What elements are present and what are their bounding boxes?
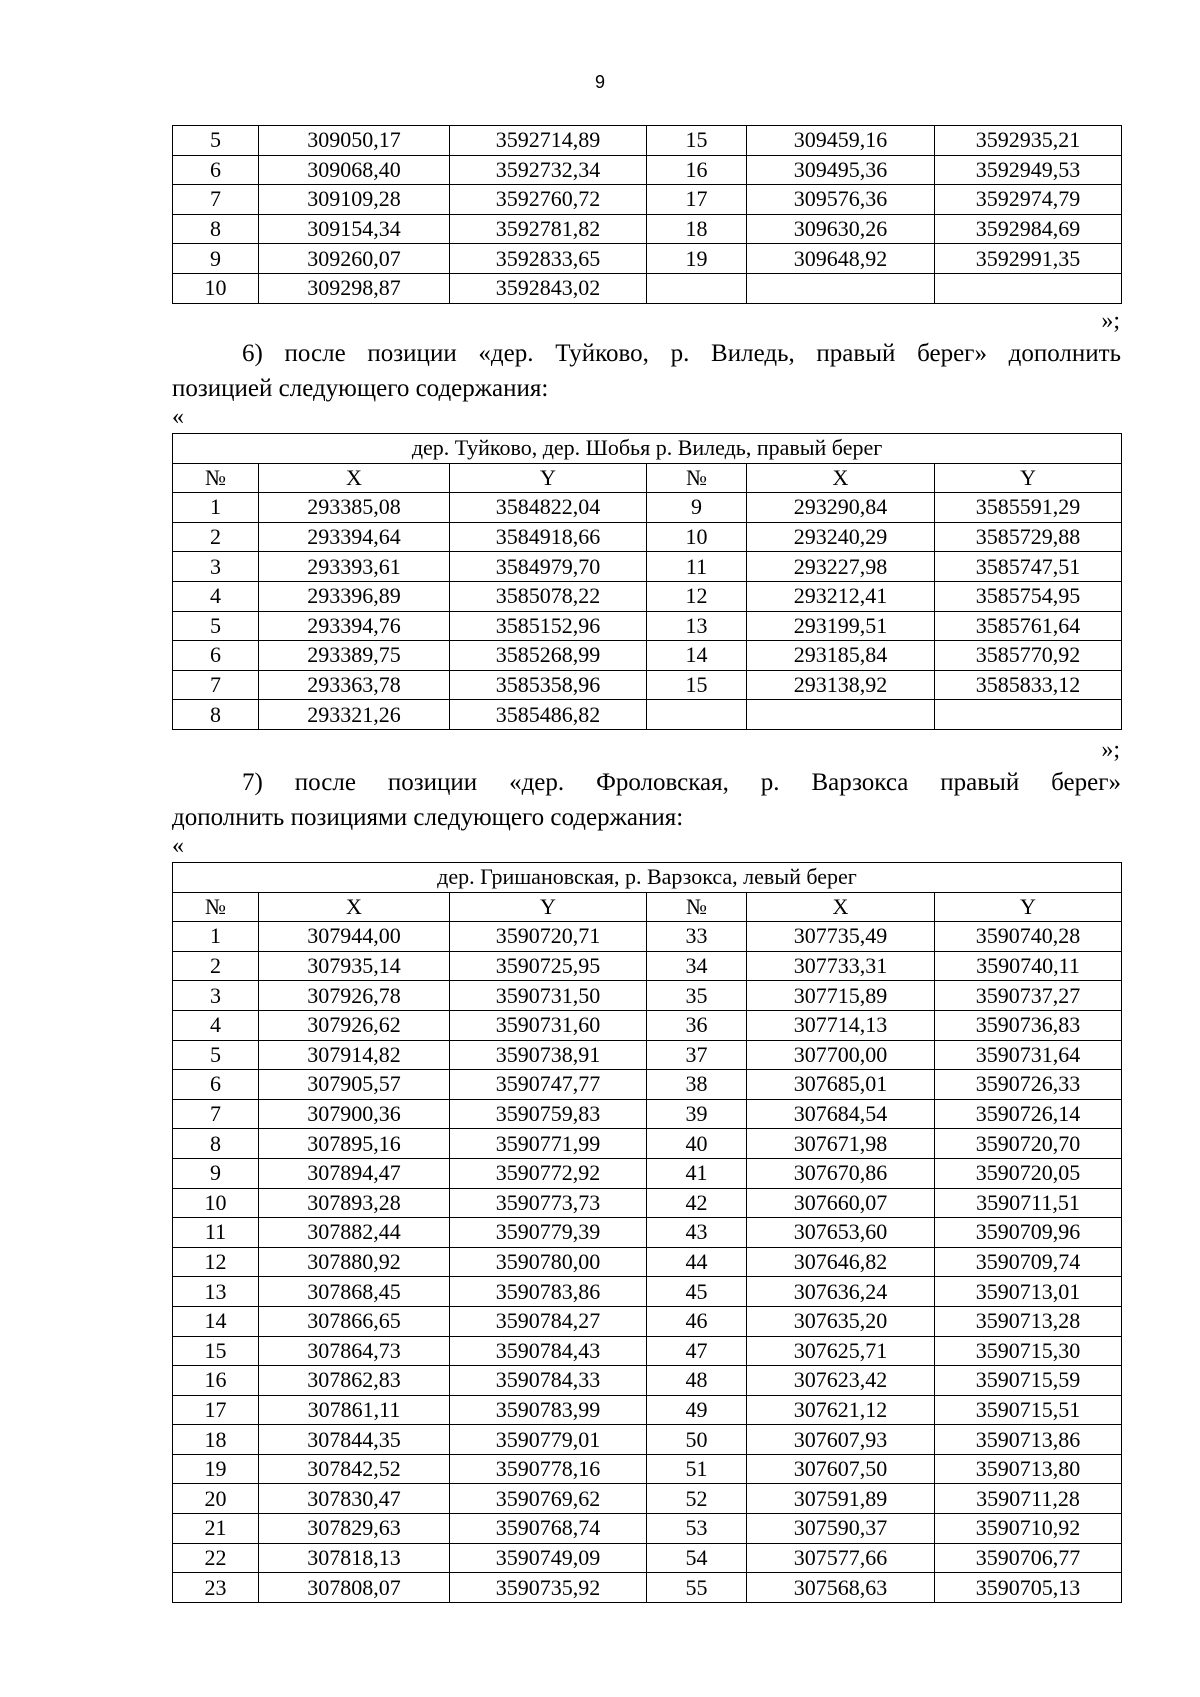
column-header: Y bbox=[935, 892, 1122, 922]
table-cell: 3590710,92 bbox=[935, 1514, 1122, 1544]
table-cell: 293321,26 bbox=[259, 700, 450, 730]
column-header: № bbox=[173, 892, 259, 922]
table-cell: 6 bbox=[173, 155, 259, 185]
table-row bbox=[173, 1543, 1122, 1573]
table-cell: 44 bbox=[647, 1247, 747, 1277]
table-cell: 3585358,96 bbox=[450, 670, 647, 700]
table-cell: 3592714,89 bbox=[450, 126, 647, 156]
table-cell: 307895,16 bbox=[259, 1129, 450, 1159]
table-cell: 307818,13 bbox=[259, 1543, 450, 1573]
table-cell: 3590713,86 bbox=[935, 1425, 1122, 1455]
table-cell: 3590706,77 bbox=[935, 1543, 1122, 1573]
table-cell: 3590779,39 bbox=[450, 1218, 647, 1248]
table-row bbox=[173, 244, 1122, 274]
table-cell: 293389,75 bbox=[259, 641, 450, 671]
table-row bbox=[173, 1336, 1122, 1366]
table-cell: 3592843,02 bbox=[450, 273, 647, 303]
table-cell: 41 bbox=[647, 1158, 747, 1188]
table-cell: 3590778,16 bbox=[450, 1454, 647, 1484]
table-cell: 17 bbox=[173, 1395, 259, 1425]
table-row bbox=[173, 641, 1122, 671]
table-cell: 307944,00 bbox=[259, 922, 450, 952]
table-cell: 36 bbox=[647, 1010, 747, 1040]
column-header: X bbox=[259, 892, 450, 922]
table-row bbox=[173, 1573, 1122, 1603]
table-cell bbox=[647, 700, 747, 730]
table-cell: 22 bbox=[173, 1543, 259, 1573]
table-cell: 3585486,82 bbox=[450, 700, 647, 730]
table-cell: 3590759,83 bbox=[450, 1099, 647, 1129]
table-cell: 3590735,92 bbox=[450, 1573, 647, 1603]
table-cell: 3592974,79 bbox=[935, 185, 1122, 215]
table-cell: 7 bbox=[173, 670, 259, 700]
table-cell: 307882,44 bbox=[259, 1218, 450, 1248]
table-cell: 309109,28 bbox=[259, 185, 450, 215]
table-cell: 4 bbox=[173, 1010, 259, 1040]
table-cell: 307670,86 bbox=[747, 1158, 935, 1188]
table-cell: 1 bbox=[173, 493, 259, 523]
table-cell: 3 bbox=[173, 981, 259, 1011]
table-header-row bbox=[173, 463, 1122, 493]
table-cell: 3585833,12 bbox=[935, 670, 1122, 700]
table-cell: 47 bbox=[647, 1336, 747, 1366]
table-cell: 18 bbox=[647, 214, 747, 244]
table-cell: 307830,47 bbox=[259, 1484, 450, 1514]
table-cell: 307684,54 bbox=[747, 1099, 935, 1129]
table-cell: 52 bbox=[647, 1484, 747, 1514]
table-row bbox=[173, 1188, 1122, 1218]
opening-quote: « bbox=[172, 404, 184, 430]
table-cell: 15 bbox=[173, 1336, 259, 1366]
table-cell: 3590726,33 bbox=[935, 1070, 1122, 1100]
table-cell: 50 bbox=[647, 1425, 747, 1455]
column-header: Y bbox=[450, 463, 647, 493]
table-cell: 307671,98 bbox=[747, 1129, 935, 1159]
table-cell: 3590784,27 bbox=[450, 1306, 647, 1336]
table-cell: 48 bbox=[647, 1366, 747, 1396]
column-header: № bbox=[647, 463, 747, 493]
table-cell: 2 bbox=[173, 951, 259, 981]
table-cell: 3584918,66 bbox=[450, 522, 647, 552]
table-cell: 40 bbox=[647, 1129, 747, 1159]
table-cell: 309459,16 bbox=[747, 126, 935, 156]
table-cell: 307685,01 bbox=[747, 1070, 935, 1100]
table-cell: 16 bbox=[173, 1366, 259, 1396]
table-cell: 3590720,71 bbox=[450, 922, 647, 952]
table-row bbox=[173, 670, 1122, 700]
table-cell: 3590747,77 bbox=[450, 1070, 647, 1100]
table-cell: 5 bbox=[173, 611, 259, 641]
table-cell: 307880,92 bbox=[259, 1247, 450, 1277]
table-cell: 3590738,91 bbox=[450, 1040, 647, 1070]
table-cell: 307590,37 bbox=[747, 1514, 935, 1544]
table-cell: 307735,49 bbox=[747, 922, 935, 952]
table-row bbox=[173, 1129, 1122, 1159]
table-row bbox=[173, 155, 1122, 185]
table-cell: 3590715,59 bbox=[935, 1366, 1122, 1396]
table-cell: 37 bbox=[647, 1040, 747, 1070]
table-caption: дер. Гришановская, р. Варзокса, левый берег bbox=[173, 863, 1122, 893]
table-cell: 3585761,64 bbox=[935, 611, 1122, 641]
table-cell: 18 bbox=[173, 1425, 259, 1455]
table-cell: 3590709,74 bbox=[935, 1247, 1122, 1277]
table-cell: 3592833,65 bbox=[450, 244, 647, 274]
table-cell: 20 bbox=[173, 1484, 259, 1514]
table-cell: 307733,31 bbox=[747, 951, 935, 981]
table-cell: 34 bbox=[647, 951, 747, 981]
table-cell: 3592991,35 bbox=[935, 244, 1122, 274]
table-cell: 307862,83 bbox=[259, 1366, 450, 1396]
table-row bbox=[173, 214, 1122, 244]
table-cell: 3590784,43 bbox=[450, 1336, 647, 1366]
table-cell: 8 bbox=[173, 1129, 259, 1159]
table-cell: 3590736,83 bbox=[935, 1010, 1122, 1040]
table-cell: 3585591,29 bbox=[935, 493, 1122, 523]
table-cell: 307868,45 bbox=[259, 1277, 450, 1307]
table-body bbox=[173, 493, 1122, 730]
paragraph-line: дополнить позициями следующего содержания: bbox=[172, 804, 684, 831]
closing-quote: »; bbox=[1101, 737, 1120, 763]
table-row bbox=[173, 126, 1122, 156]
table-body bbox=[173, 126, 1122, 304]
table-cell: 307935,14 bbox=[259, 951, 450, 981]
table-cell: 307926,78 bbox=[259, 981, 450, 1011]
table-caption: дер. Туйково, дер. Шобья р. Виледь, правый берег bbox=[173, 434, 1122, 464]
coordinates-table-continuation bbox=[172, 125, 1122, 304]
table-cell: 3590709,96 bbox=[935, 1218, 1122, 1248]
table-row bbox=[173, 951, 1122, 981]
table-cell: 3590711,51 bbox=[935, 1188, 1122, 1218]
table-cell: 3585754,95 bbox=[935, 581, 1122, 611]
table-cell: 3590725,95 bbox=[450, 951, 647, 981]
table-cell: 14 bbox=[173, 1306, 259, 1336]
table-cell: 293290,84 bbox=[747, 493, 935, 523]
table-cell: 3590783,99 bbox=[450, 1395, 647, 1425]
column-header: X bbox=[259, 463, 450, 493]
table-cell: 307861,11 bbox=[259, 1395, 450, 1425]
table-cell: 3590713,80 bbox=[935, 1454, 1122, 1484]
table-cell: 13 bbox=[173, 1277, 259, 1307]
table-cell: 307577,66 bbox=[747, 1543, 935, 1573]
table-cell: 293385,08 bbox=[259, 493, 450, 523]
table-body bbox=[173, 922, 1122, 1603]
table-cell: 7 bbox=[173, 1099, 259, 1129]
coordinates-table-tuykovo bbox=[172, 433, 1122, 730]
table-cell: 3592781,82 bbox=[450, 214, 647, 244]
table-cell: 55 bbox=[647, 1573, 747, 1603]
table-cell: 49 bbox=[647, 1395, 747, 1425]
table-cell: 309154,34 bbox=[259, 214, 450, 244]
table-cell: 293394,76 bbox=[259, 611, 450, 641]
table-row bbox=[173, 922, 1122, 952]
table-cell: 307653,60 bbox=[747, 1218, 935, 1248]
table-cell: 4 bbox=[173, 581, 259, 611]
table-cell: 307914,82 bbox=[259, 1040, 450, 1070]
table-cell bbox=[747, 273, 935, 303]
table-row bbox=[173, 1158, 1122, 1188]
table-cell: 309576,36 bbox=[747, 185, 935, 215]
table-cell: 19 bbox=[173, 1454, 259, 1484]
table-cell: 3590772,92 bbox=[450, 1158, 647, 1188]
table-cell bbox=[647, 273, 747, 303]
table-cell: 8 bbox=[173, 700, 259, 730]
table-cell: 3590773,73 bbox=[450, 1188, 647, 1218]
table-cell: 2 bbox=[173, 522, 259, 552]
table-cell: 3584822,04 bbox=[450, 493, 647, 523]
table-cell bbox=[935, 700, 1122, 730]
table-cell: 3584979,70 bbox=[450, 552, 647, 582]
table-cell: 307844,35 bbox=[259, 1425, 450, 1455]
table-cell: 3590705,13 bbox=[935, 1573, 1122, 1603]
table-row bbox=[173, 1040, 1122, 1070]
table-cell: 15 bbox=[647, 126, 747, 156]
column-header: X bbox=[747, 892, 935, 922]
opening-quote: « bbox=[172, 833, 184, 859]
table-cell: 3590713,01 bbox=[935, 1277, 1122, 1307]
table-cell: 3590784,33 bbox=[450, 1366, 647, 1396]
table-cell: 307808,07 bbox=[259, 1573, 450, 1603]
table-cell: 10 bbox=[173, 273, 259, 303]
table-row bbox=[173, 185, 1122, 215]
table-row bbox=[173, 1514, 1122, 1544]
table-cell: 6 bbox=[173, 1070, 259, 1100]
table-cell: 3590769,62 bbox=[450, 1484, 647, 1514]
table-cell: 307829,63 bbox=[259, 1514, 450, 1544]
table-cell: 307905,57 bbox=[259, 1070, 450, 1100]
table-cell: 1 bbox=[173, 922, 259, 952]
table-cell: 3592935,21 bbox=[935, 126, 1122, 156]
table-cell: 3590731,60 bbox=[450, 1010, 647, 1040]
table-cell: 3590731,64 bbox=[935, 1040, 1122, 1070]
table-cell: 3590737,27 bbox=[935, 981, 1122, 1011]
table-cell: 307866,65 bbox=[259, 1306, 450, 1336]
table-row bbox=[173, 1395, 1122, 1425]
table-cell: 6 bbox=[173, 641, 259, 671]
table-cell: 307926,62 bbox=[259, 1010, 450, 1040]
table-cell: 11 bbox=[647, 552, 747, 582]
table-cell: 3585152,96 bbox=[450, 611, 647, 641]
table-cell: 307636,24 bbox=[747, 1277, 935, 1307]
table-cell: 3590715,30 bbox=[935, 1336, 1122, 1366]
table-cell: 5 bbox=[173, 126, 259, 156]
column-header: X bbox=[747, 463, 935, 493]
table-cell: 3592949,53 bbox=[935, 155, 1122, 185]
table-cell: 293185,84 bbox=[747, 641, 935, 671]
table-cell: 9 bbox=[173, 1158, 259, 1188]
table-cell: 3590720,05 bbox=[935, 1158, 1122, 1188]
table-cell: 38 bbox=[647, 1070, 747, 1100]
table-row bbox=[173, 981, 1122, 1011]
table-cell: 293212,41 bbox=[747, 581, 935, 611]
coordinates-table-grishanovskaya bbox=[172, 862, 1122, 1603]
table-cell: 307893,28 bbox=[259, 1188, 450, 1218]
table-cell: 307894,47 bbox=[259, 1158, 450, 1188]
table-cell: 3590720,70 bbox=[935, 1129, 1122, 1159]
table-cell: 10 bbox=[173, 1188, 259, 1218]
table-cell: 3592760,72 bbox=[450, 185, 647, 215]
paragraph-line: 6) после позиции «дер. Туйково, р. Виледь, правый берег» дополнить bbox=[242, 340, 1121, 367]
table-cell: 17 bbox=[647, 185, 747, 215]
table-row bbox=[173, 581, 1122, 611]
table-cell: 3592732,34 bbox=[450, 155, 647, 185]
table-cell: 307714,13 bbox=[747, 1010, 935, 1040]
table-cell: 309495,36 bbox=[747, 155, 935, 185]
table-header-row bbox=[173, 892, 1122, 922]
table-cell: 307623,42 bbox=[747, 1366, 935, 1396]
column-header: Y bbox=[935, 463, 1122, 493]
table-cell: 46 bbox=[647, 1306, 747, 1336]
table-cell: 293199,51 bbox=[747, 611, 935, 641]
table-row bbox=[173, 1454, 1122, 1484]
table-cell: 14 bbox=[647, 641, 747, 671]
table-cell: 293393,61 bbox=[259, 552, 450, 582]
paragraph-item-6 bbox=[172, 336, 1121, 406]
table-cell: 9 bbox=[173, 244, 259, 274]
table-cell: 45 bbox=[647, 1277, 747, 1307]
table-cell: 309050,17 bbox=[259, 126, 450, 156]
table-cell: 39 bbox=[647, 1099, 747, 1129]
table-cell: 307568,63 bbox=[747, 1573, 935, 1603]
table-cell: 9 bbox=[647, 493, 747, 523]
table-cell: 307646,82 bbox=[747, 1247, 935, 1277]
table-cell: 12 bbox=[647, 581, 747, 611]
table-cell: 7 bbox=[173, 185, 259, 215]
table-row bbox=[173, 1484, 1122, 1514]
table-row bbox=[173, 1306, 1122, 1336]
paragraph-item-7 bbox=[172, 765, 1121, 835]
table-row bbox=[173, 1366, 1122, 1396]
table-cell: 5 bbox=[173, 1040, 259, 1070]
table-cell: 3590771,99 bbox=[450, 1129, 647, 1159]
table-cell: 293394,64 bbox=[259, 522, 450, 552]
table-cell: 307607,50 bbox=[747, 1454, 935, 1484]
table-row bbox=[173, 1277, 1122, 1307]
table-cell: 10 bbox=[647, 522, 747, 552]
table-cell: 307700,00 bbox=[747, 1040, 935, 1070]
table-cell: 3590768,74 bbox=[450, 1514, 647, 1544]
table-cell: 3590713,28 bbox=[935, 1306, 1122, 1336]
table-cell: 307864,73 bbox=[259, 1336, 450, 1366]
table-cell: 307900,36 bbox=[259, 1099, 450, 1129]
table-cell bbox=[935, 273, 1122, 303]
table-cell: 293227,98 bbox=[747, 552, 935, 582]
table-cell: 307715,89 bbox=[747, 981, 935, 1011]
table-cell: 8 bbox=[173, 214, 259, 244]
table-cell: 3585729,88 bbox=[935, 522, 1122, 552]
table-row bbox=[173, 273, 1122, 303]
table-cell: 307591,89 bbox=[747, 1484, 935, 1514]
table-cell: 3585770,92 bbox=[935, 641, 1122, 671]
table-cell: 293363,78 bbox=[259, 670, 450, 700]
table-cell: 3590780,00 bbox=[450, 1247, 647, 1277]
table-cell: 51 bbox=[647, 1454, 747, 1484]
table-cell: 309298,87 bbox=[259, 273, 450, 303]
table-row bbox=[173, 1099, 1122, 1129]
table-cell: 43 bbox=[647, 1218, 747, 1248]
table-cell: 3585268,99 bbox=[450, 641, 647, 671]
table-cell: 23 bbox=[173, 1573, 259, 1603]
table-cell: 3590783,86 bbox=[450, 1277, 647, 1307]
table-cell: 307842,52 bbox=[259, 1454, 450, 1484]
table-cell: 11 bbox=[173, 1218, 259, 1248]
table-cell: 3590749,09 bbox=[450, 1543, 647, 1573]
table-cell: 293396,89 bbox=[259, 581, 450, 611]
table-cell: 19 bbox=[647, 244, 747, 274]
table-cell: 3585747,51 bbox=[935, 552, 1122, 582]
table-cell: 293138,92 bbox=[747, 670, 935, 700]
table-cell: 309260,07 bbox=[259, 244, 450, 274]
table-row bbox=[173, 1247, 1122, 1277]
table-cell: 309068,40 bbox=[259, 155, 450, 185]
table-row bbox=[173, 522, 1122, 552]
table-cell: 307621,12 bbox=[747, 1395, 935, 1425]
table-row bbox=[173, 1070, 1122, 1100]
table-cell: 33 bbox=[647, 922, 747, 952]
table-cell: 307625,71 bbox=[747, 1336, 935, 1366]
page-number: 9 bbox=[594, 72, 605, 92]
table-cell: 3592984,69 bbox=[935, 214, 1122, 244]
table-cell: 3590715,51 bbox=[935, 1395, 1122, 1425]
table-cell: 13 bbox=[647, 611, 747, 641]
table-cell: 3590731,50 bbox=[450, 981, 647, 1011]
column-header: № bbox=[173, 463, 259, 493]
table-cell: 309648,92 bbox=[747, 244, 935, 274]
table-cell: 3590711,28 bbox=[935, 1484, 1122, 1514]
table-row bbox=[173, 1010, 1122, 1040]
table-cell: 35 bbox=[647, 981, 747, 1011]
table-cell: 3590740,11 bbox=[935, 951, 1122, 981]
closing-quote: »; bbox=[1101, 308, 1120, 334]
table-row bbox=[173, 700, 1122, 730]
table-row bbox=[173, 552, 1122, 582]
table-cell: 3590740,28 bbox=[935, 922, 1122, 952]
table-cell: 307660,07 bbox=[747, 1188, 935, 1218]
paragraph-line: позицией следующего содержания: bbox=[172, 375, 549, 402]
table-row bbox=[173, 1218, 1122, 1248]
table-cell: 309630,26 bbox=[747, 214, 935, 244]
table-cell: 42 bbox=[647, 1188, 747, 1218]
table-cell: 307635,20 bbox=[747, 1306, 935, 1336]
table-cell: 3 bbox=[173, 552, 259, 582]
column-header: Y bbox=[450, 892, 647, 922]
table-cell: 16 bbox=[647, 155, 747, 185]
table-row bbox=[173, 493, 1122, 523]
table-cell: 3590726,14 bbox=[935, 1099, 1122, 1129]
table-cell: 3585078,22 bbox=[450, 581, 647, 611]
table-cell: 53 bbox=[647, 1514, 747, 1544]
paragraph-line: 7) после позиции «дер. Фроловская, р. Варзокса правый берег» bbox=[242, 769, 1121, 796]
table-cell: 15 bbox=[647, 670, 747, 700]
table-cell: 12 bbox=[173, 1247, 259, 1277]
table-cell: 3590779,01 bbox=[450, 1425, 647, 1455]
table-row bbox=[173, 1425, 1122, 1455]
table-cell bbox=[747, 700, 935, 730]
table-cell: 293240,29 bbox=[747, 522, 935, 552]
table-cell: 307607,93 bbox=[747, 1425, 935, 1455]
table-row bbox=[173, 611, 1122, 641]
table-cell: 54 bbox=[647, 1543, 747, 1573]
column-header: № bbox=[647, 892, 747, 922]
table-cell: 21 bbox=[173, 1514, 259, 1544]
